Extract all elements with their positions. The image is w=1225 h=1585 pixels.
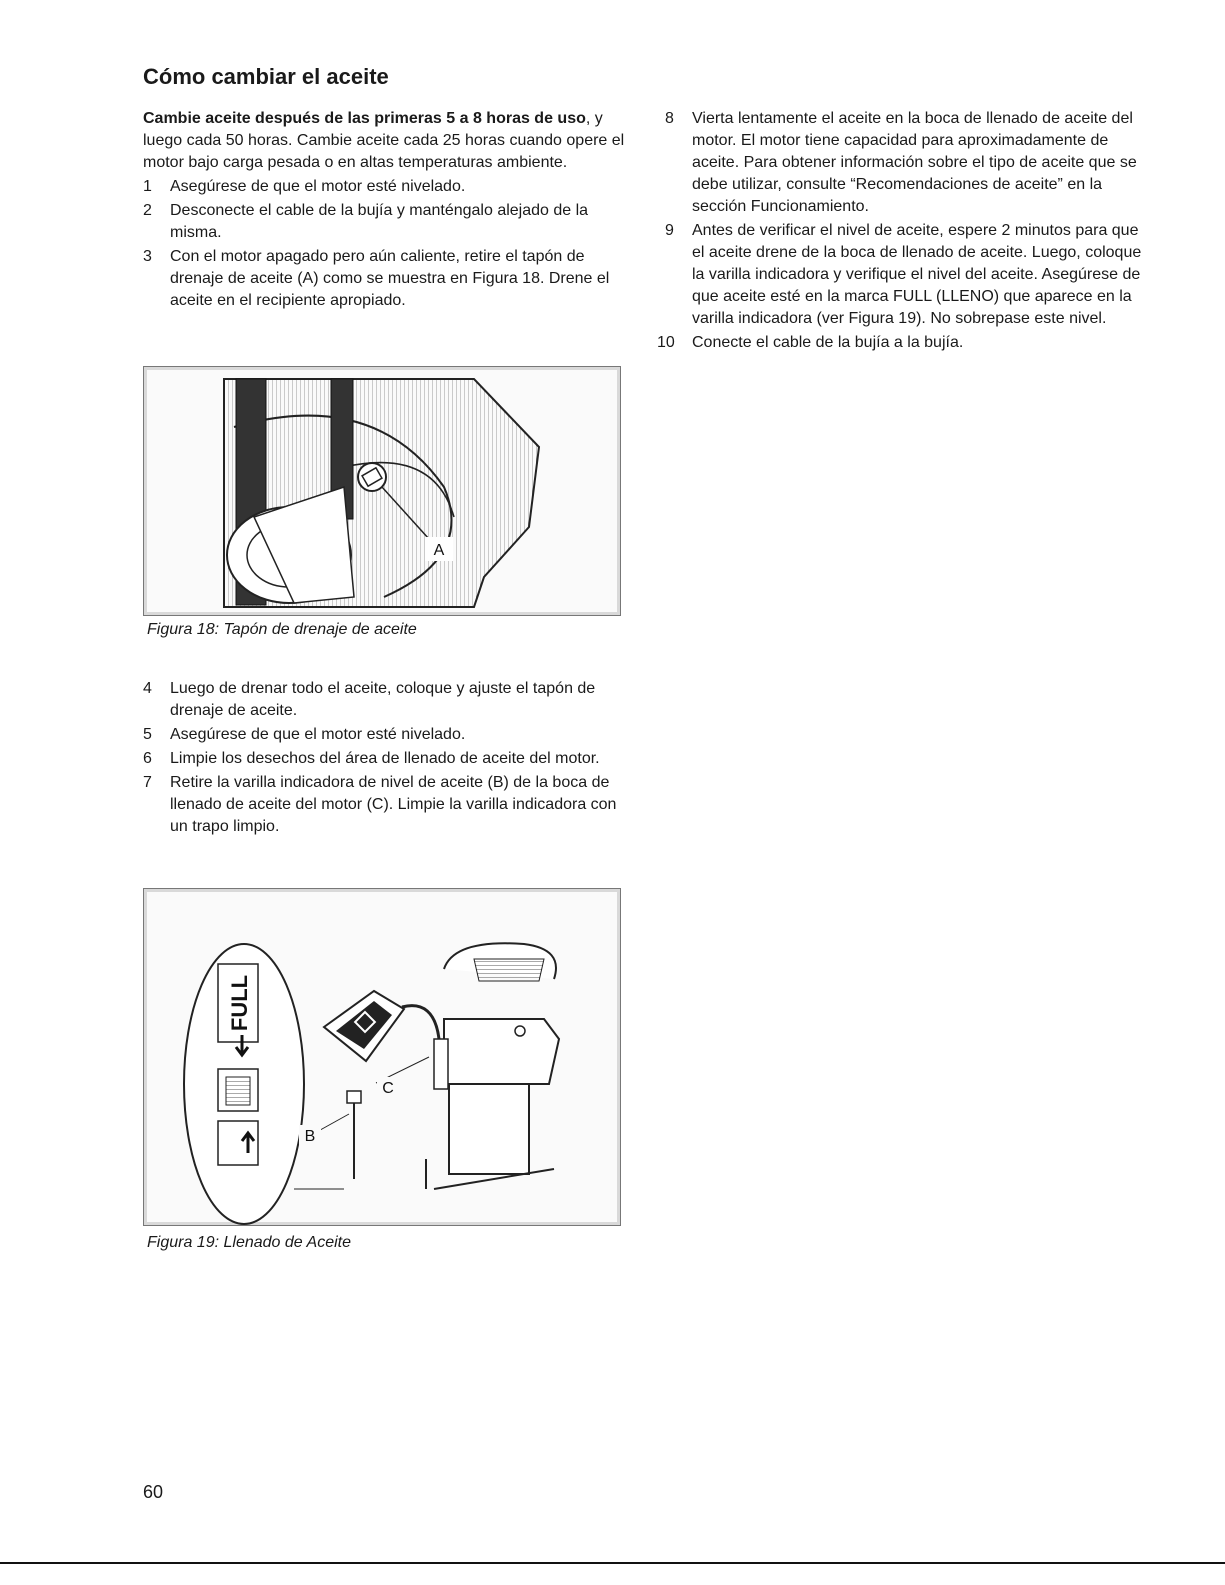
step-number: 9 xyxy=(665,222,674,239)
intro-paragraph xyxy=(143,108,628,174)
step-2 xyxy=(143,200,628,244)
figure-19-caption: Figura 19: Llenado de Aceite xyxy=(147,1234,351,1251)
step-text: Con el motor apagado pero aún caliente, retire el tapón de drenaje de aceite (A) como se muestra en Figura 18. Drene el aceite en el recipiente apropiado. xyxy=(170,248,610,309)
figure-18-drain-plug xyxy=(143,366,621,616)
step-number: 7 xyxy=(143,774,152,791)
step-text: Desconecte el cable de la bujía y manténgalo alejado de la misma. xyxy=(170,202,589,241)
page-title: Cómo cambiar el aceite xyxy=(143,64,389,89)
step-text: Luego de drenar todo el aceite, coloque y ajuste el tapón de drenaje de aceite. xyxy=(170,680,596,719)
step-3 xyxy=(143,246,628,312)
step-10 xyxy=(657,332,1155,354)
page-number: 60 xyxy=(143,1482,164,1502)
figure-18-caption: Figura 18: Tapón de drenaje de aceite xyxy=(147,621,417,638)
step-text: Conecte el cable de la bujía a la bujía. xyxy=(692,334,964,351)
right-column xyxy=(657,108,1155,356)
figure-19-oil-filling xyxy=(143,888,621,1226)
step-text: Retire la varilla indicadora de nivel de aceite (B) de la boca de llenado de aceite del motor (C). Limpie la varilla indicadora con un trapo limpio. xyxy=(170,774,617,835)
left-column-top xyxy=(143,108,628,314)
step-text: Antes de verificar el nivel de aceite, espere 2 minutos para que el aceite drene de la boca de llenado de aceite. Luego, coloque la varilla indicadora y verifique el nivel del aceite. Asegúrese de que aceite esté en la marca FULL (LLENO) que aparece en la varilla indicadora (ver Figura 19). No sobrepase este nivel. xyxy=(692,222,1142,327)
step-text: Asegúrese de que el motor esté nivelado. xyxy=(170,726,466,743)
step-number: 5 xyxy=(143,726,152,743)
step-number: 4 xyxy=(143,680,152,697)
label-a: A xyxy=(433,542,445,559)
step-1 xyxy=(143,176,628,198)
step-number: 8 xyxy=(665,110,674,127)
step-7 xyxy=(143,772,628,838)
bottom-rule xyxy=(0,1562,1225,1564)
drain-plug-illustration xyxy=(144,367,620,615)
left-column-bottom xyxy=(143,678,628,840)
step-number: 3 xyxy=(143,248,152,265)
step-9 xyxy=(665,220,1155,330)
step-number: 10 xyxy=(657,334,675,351)
oil-filling-illustration xyxy=(144,889,620,1225)
dipstick-full-label: FULL xyxy=(227,974,252,1032)
intro-bold: Cambie aceite después de las primeras 5 a 8 horas de uso xyxy=(143,110,586,127)
step-8 xyxy=(665,108,1155,218)
step-6 xyxy=(143,748,628,770)
step-5 xyxy=(143,724,628,746)
step-number: 1 xyxy=(143,178,152,195)
step-number: 2 xyxy=(143,202,152,219)
step-text: Asegúrese de que el motor esté nivelado. xyxy=(170,178,466,195)
label-c: C xyxy=(382,1080,394,1097)
label-b: B xyxy=(304,1128,316,1145)
step-text: Vierta lentamente el aceite en la boca de llenado de aceite del motor. El motor tiene capacidad para aproximadamente de aceite. Para obtener información sobre el tipo de aceite que se debe utilizar, consulte “Recomendaciones de aceite” en la sección Funcionamiento. xyxy=(692,110,1137,215)
step-text: Limpie los desechos del área de llenado de aceite del motor. xyxy=(170,750,600,767)
intro-rest: , y luego cada 50 horas. Cambie aceite cada 25 horas cuando opere el motor bajo carga pesada o en altas temperaturas ambiente. xyxy=(143,110,625,171)
step-number: 6 xyxy=(143,750,152,767)
step-4 xyxy=(143,678,628,722)
